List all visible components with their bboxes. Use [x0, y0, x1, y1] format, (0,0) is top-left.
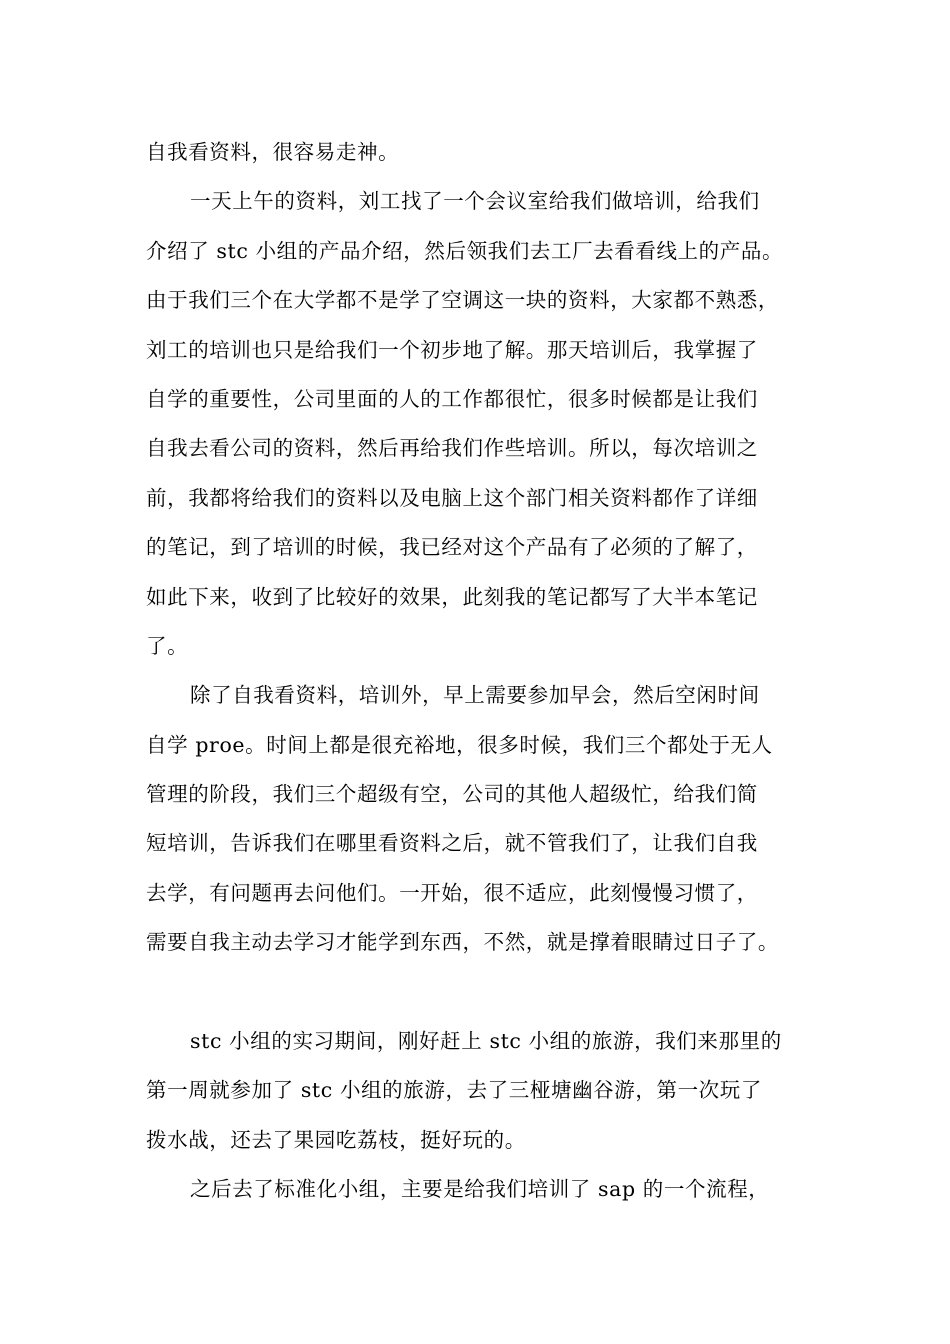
paragraph-start-line: 一天上午的资料，刘工找了一个会议室给我们做培训，给我们	[190, 189, 760, 214]
text-line: 刘工的培训也只是给我们一个初步地了解。那天培训后，我掌握了	[146, 337, 758, 362]
text-line: 如此下来，收到了比较好的效果，此刻我的笔记都写了大半本笔记	[146, 584, 758, 609]
text-line: 需要自我主动去学习才能学到东西，不然，就是撑着眼睛过日子了。	[146, 930, 779, 955]
text-line: 介绍了 stc 小组的产品介绍，然后领我们去工厂去看看线上的产品。	[146, 238, 784, 263]
text-line: 了。	[146, 633, 189, 658]
text-line: 的笔记，到了培训的时候，我已经对这个产品有了必须的了解了，	[146, 535, 758, 560]
paragraph-start-line: stc 小组的实习期间，刚好赶上 stc 小组的旅游，我们来那里的	[190, 1029, 782, 1054]
text-line: 由于我们三个在大学都不是学了空调这一块的资料，大家都不熟悉，	[146, 288, 779, 313]
text-line: 自我去看公司的资料，然后再给我们作些培训。所以，每次培训之	[146, 436, 758, 461]
paragraph-start-line: 之后去了标准化小组，主要是给我们培训了 sap 的一个流程，	[190, 1177, 770, 1202]
text-line: 自学的重要性，公司里面的人的工作都很忙，很多时候都是让我们	[146, 386, 758, 411]
text-line: 前，我都将给我们的资料以及电脑上这个部门相关资料都作了详细	[146, 485, 758, 510]
text-line: 去学，有问题再去问他们。一开始，很不适应，此刻慢慢习惯了，	[146, 880, 758, 905]
text-line: 第一周就参加了 stc 小组的旅游，去了三桠塘幽谷游，第一次玩了	[146, 1078, 762, 1103]
paragraph-gap	[146, 968, 826, 1017]
text-line: 自学 proe。时间上都是很充裕地，很多时候，我们三个都处于无人	[146, 732, 773, 757]
text-line: 管理的阶段，我们三个超级有空，公司的其他人超级忙，给我们简	[146, 782, 758, 807]
paragraph-start-line: 除了自我看资料，培训外，早上需要参加早会，然后空闲时间	[190, 683, 760, 708]
document-body	[146, 128, 826, 1215]
text-line: 自我看资料，很容易走神。	[146, 140, 400, 164]
text-line: 短培训，告诉我们在哪里看资料之后，就不管我们了，让我们自我	[146, 831, 758, 856]
text-line: 拨水战，还去了果园吃荔枝，挺好玩的。	[146, 1127, 526, 1152]
